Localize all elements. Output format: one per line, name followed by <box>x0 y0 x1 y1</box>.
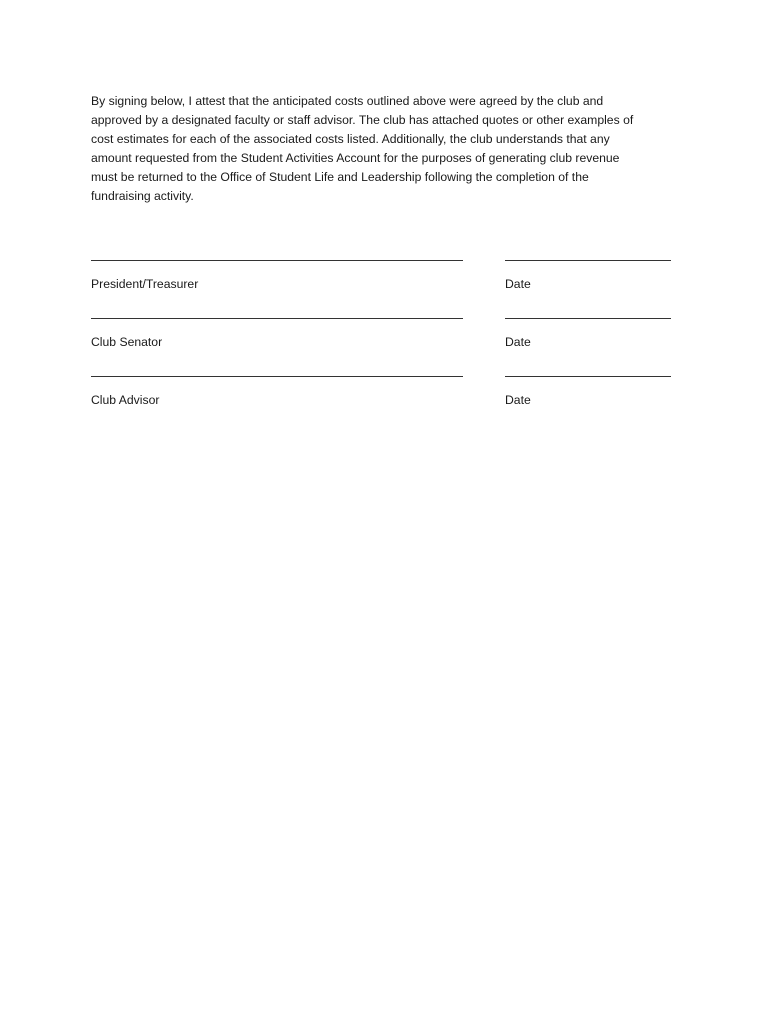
date-label: Date <box>505 277 531 291</box>
attestation-line: cost estimates for each of the associated costs listed. Additionally, the club understands that any <box>91 131 610 146</box>
club-advisor-label: Club Advisor <box>91 393 160 407</box>
club-advisor-date-line[interactable] <box>505 376 671 377</box>
date-label: Date <box>505 335 531 349</box>
signature-block-club-advisor <box>91 376 671 426</box>
attestation-line: must be returned to the Office of Student Life and Leadership following the completion of the <box>91 169 589 184</box>
date-label: Date <box>505 393 531 407</box>
signature-block-president-treasurer <box>91 260 671 310</box>
club-senator-date-line[interactable] <box>505 318 671 319</box>
attestation-paragraph <box>91 92 671 205</box>
president-treasurer-signature-line[interactable] <box>91 260 463 261</box>
attestation-line: fundraising activity. <box>91 188 194 203</box>
club-senator-signature-line[interactable] <box>91 318 463 319</box>
attestation-line: amount requested from the Student Activities Account for the purposes of generating club revenue <box>91 150 620 165</box>
attestation-line: approved by a designated faculty or staff advisor. The club has attached quotes or other examples of <box>91 112 634 127</box>
president-treasurer-date-line[interactable] <box>505 260 671 261</box>
president-treasurer-label: President/Treasurer <box>91 277 199 291</box>
signature-block-club-senator <box>91 318 671 368</box>
club-advisor-signature-line[interactable] <box>91 376 463 377</box>
club-senator-label: Club Senator <box>91 335 163 349</box>
attestation-line: By signing below, I attest that the anticipated costs outlined above were agreed by the club and <box>91 94 604 108</box>
